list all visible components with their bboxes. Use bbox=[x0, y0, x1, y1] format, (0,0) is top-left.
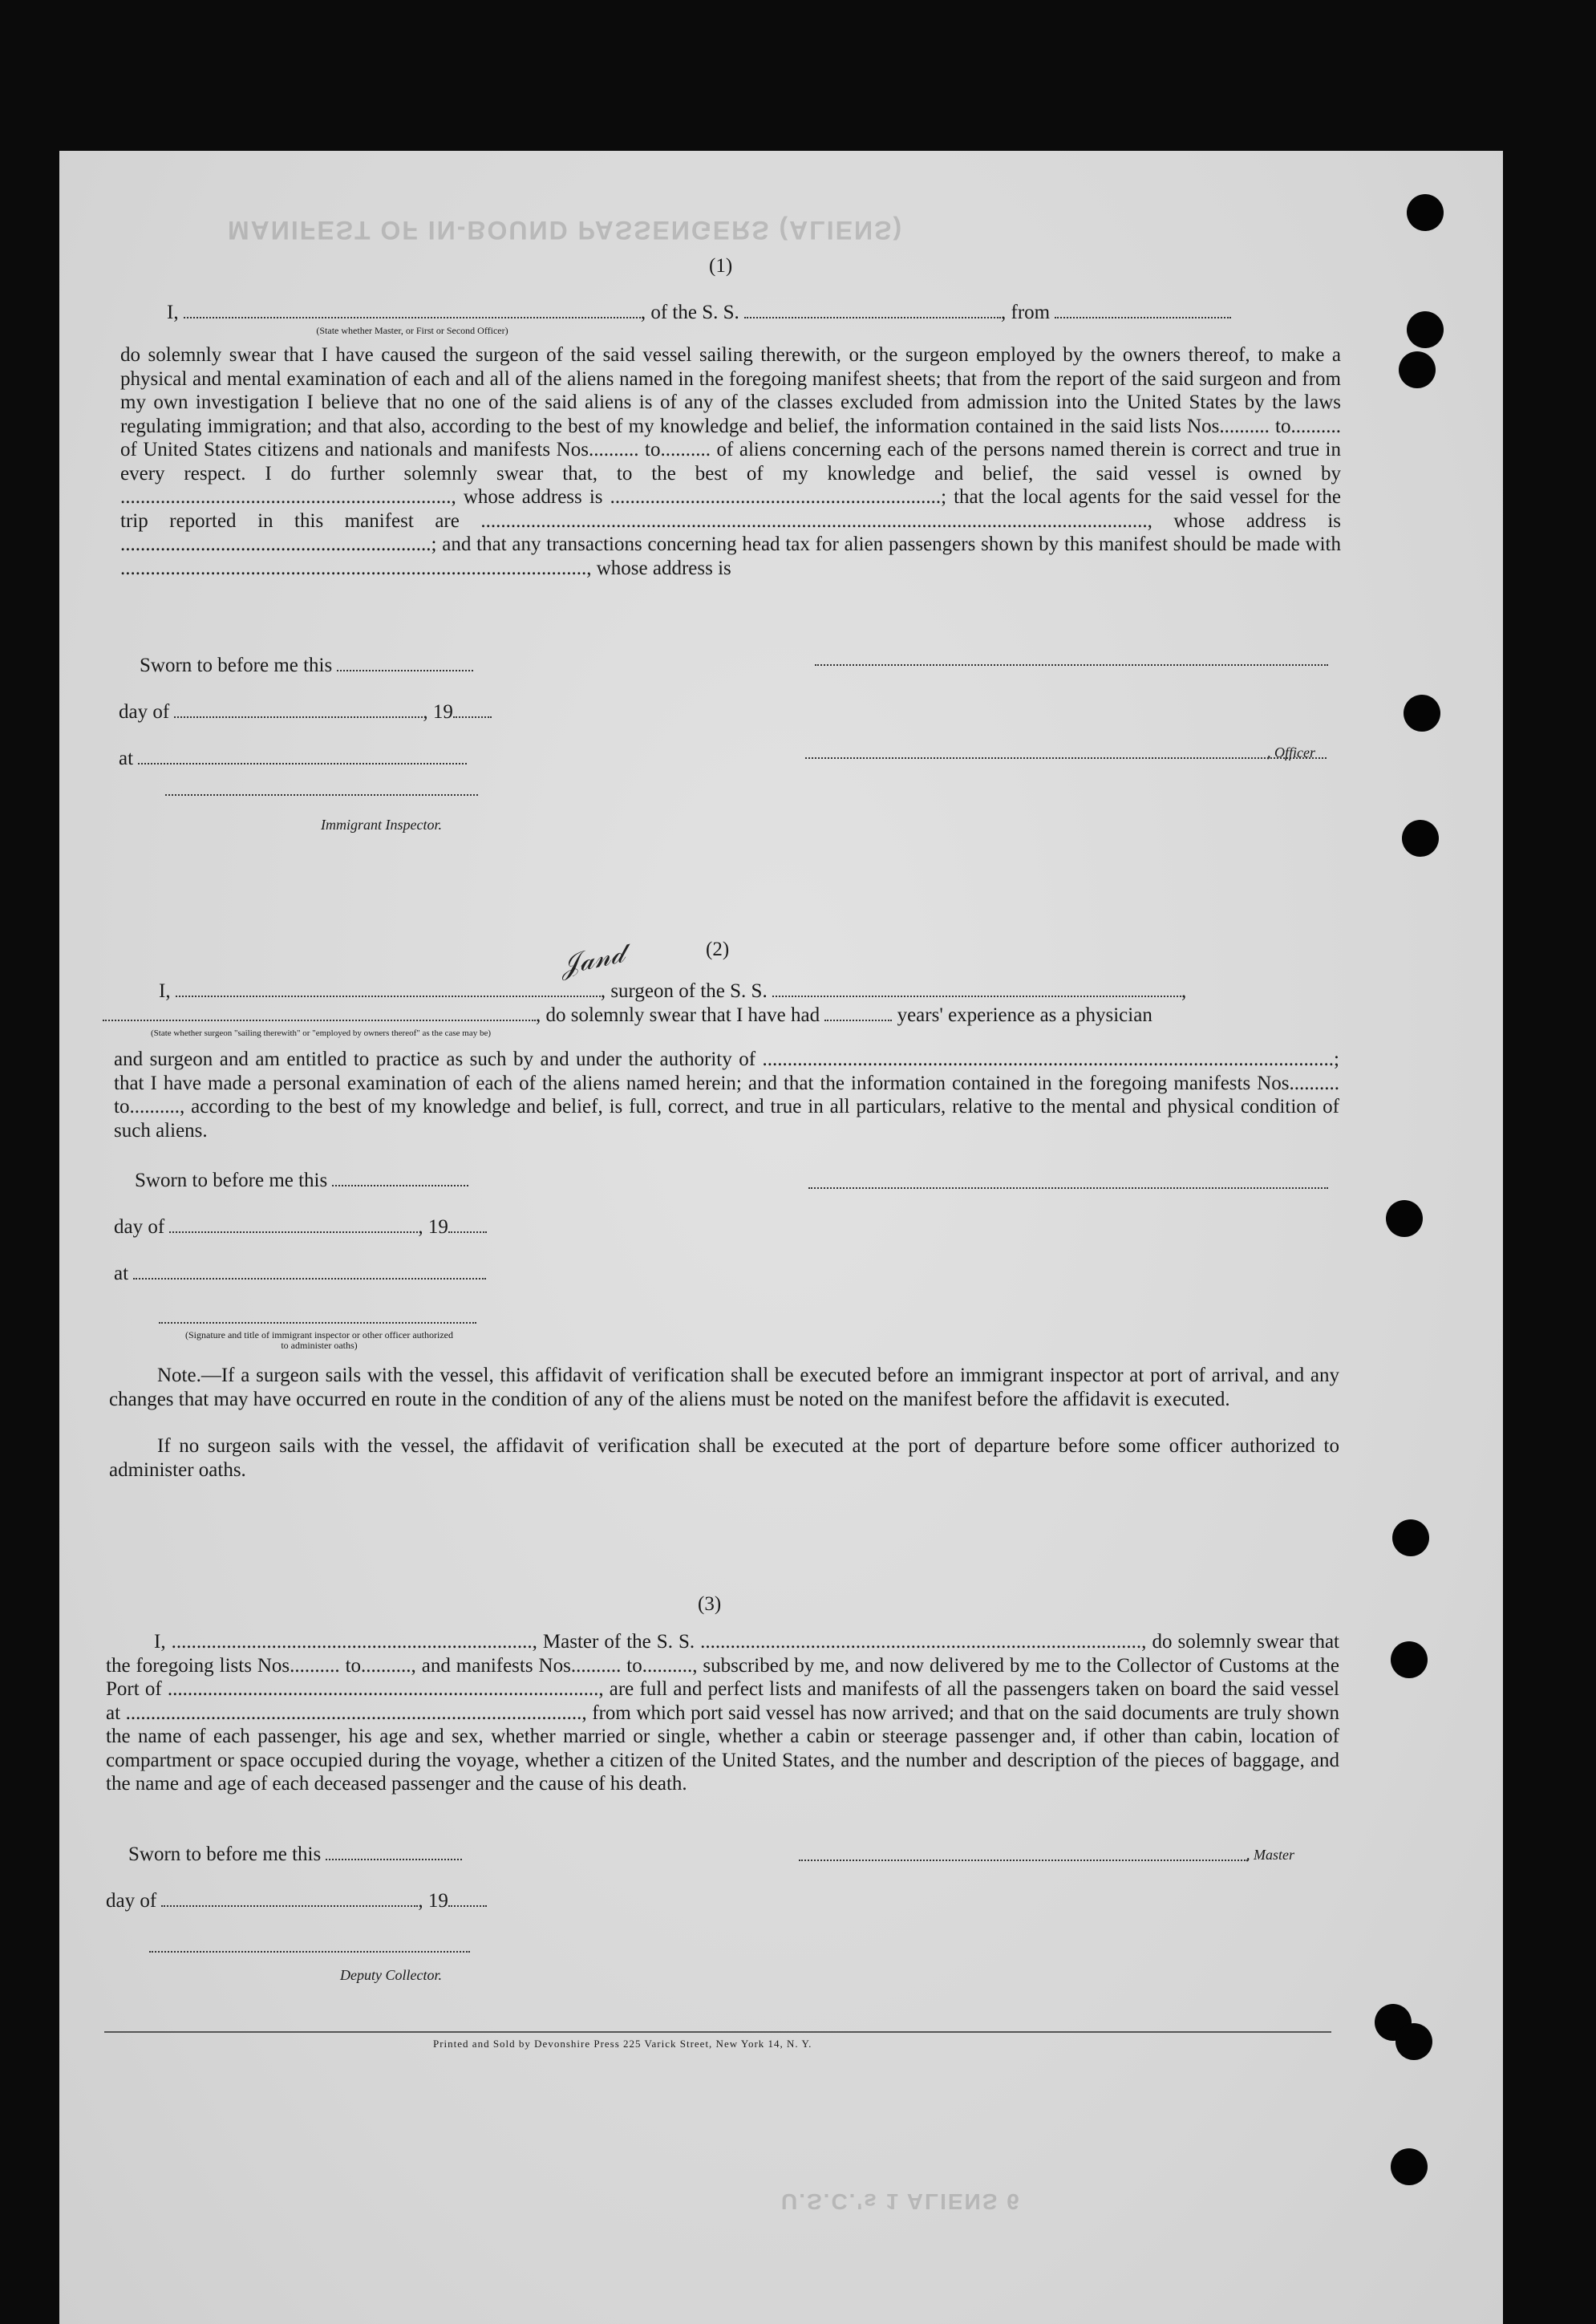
sworn-day-field-1[interactable] bbox=[337, 655, 473, 671]
punch-hole bbox=[1407, 311, 1444, 348]
officer-signature-line-2[interactable] bbox=[159, 1322, 476, 1324]
inspector-signature-line[interactable] bbox=[165, 794, 478, 796]
collector-caption: Deputy Collector. bbox=[340, 1967, 442, 1983]
at-field-2[interactable] bbox=[133, 1263, 486, 1280]
day-of-field-1[interactable] bbox=[174, 702, 423, 718]
manifest-page bbox=[59, 151, 1503, 2324]
officer-signature-line-top[interactable] bbox=[815, 664, 1328, 666]
section-3-number: (3) bbox=[698, 1593, 722, 1615]
officer-signature-line[interactable] bbox=[805, 757, 1327, 759]
collector-signature-line[interactable] bbox=[149, 1951, 470, 1953]
punch-hole bbox=[1399, 351, 1436, 388]
day-of-field-2[interactable] bbox=[169, 1217, 418, 1233]
year-field-1[interactable] bbox=[453, 702, 492, 718]
surgeon-caption: (State whether surgeon "sailing therewith" or "employed by owners thereof" as the case may be) bbox=[150, 1028, 491, 1038]
day-of-line-3: day of , 19 bbox=[106, 1890, 487, 1912]
punch-hole bbox=[1407, 194, 1444, 231]
day-of-line-1: day of , 19 bbox=[119, 701, 492, 724]
section-2-swear-line: , do solemnly swear that I have had years' experience as a physician bbox=[103, 1004, 1152, 1027]
years-experience-field[interactable] bbox=[824, 1005, 892, 1021]
section-1-number: (1) bbox=[709, 255, 733, 277]
punch-hole bbox=[1404, 695, 1440, 732]
printer-footer: Printed and Sold by Devonshire Press 225 Varick Street, New York 14, N. Y. bbox=[433, 2038, 812, 2050]
punch-hole bbox=[1392, 1519, 1429, 1556]
sworn-label-1: Sworn to before me this bbox=[140, 655, 473, 677]
footer-divider bbox=[104, 2031, 1331, 2033]
master-caption-3: , Master bbox=[1246, 1847, 1294, 1863]
bleed-through-header: MANIFEST OF IN-BOUND PASSENGERS (ALIENS) bbox=[228, 216, 904, 245]
bleed-through-bottom: U.S.C.'s 1 ALIENS 6 bbox=[781, 2189, 1021, 2214]
section-2-number: (2) bbox=[706, 939, 730, 960]
inspector-caption: Immigrant Inspector. bbox=[321, 817, 442, 833]
punch-hole bbox=[1391, 2148, 1428, 2185]
year-field-2[interactable] bbox=[448, 1217, 487, 1233]
surgeon-vessel-field[interactable] bbox=[772, 981, 1181, 997]
surgeon-capacity-field[interactable] bbox=[103, 1005, 536, 1021]
vessel-name-field[interactable] bbox=[744, 302, 1001, 318]
master-name-field[interactable] bbox=[184, 302, 641, 318]
officer-signature-caption: (Signature and title of immigrant inspector or other officer authorized to administer oaths) bbox=[184, 1329, 453, 1351]
from-port-field[interactable] bbox=[1055, 302, 1231, 318]
day-of-field-3[interactable] bbox=[161, 1891, 418, 1907]
sworn-day-field-2[interactable] bbox=[332, 1170, 468, 1186]
punch-hole bbox=[1402, 820, 1439, 857]
note-paragraph-2: If no surgeon sails with the vessel, the affidavit of verification shall be executed at the port of departure before some officer authorized to administer oaths. bbox=[109, 1435, 1339, 1481]
oath-i-label: I, bbox=[167, 302, 179, 323]
section-1-body: do solemnly swear that I have caused the surgeon of the said vessel sailing therewith, or the surgeon employed by the owners thereof, to make a physical and mental examination of each and all of the aliens named in the foregoing manifest sheets; that from the report of the said surgeon and from my own investigation I believe that no one of the said aliens is of any of the classes excluded from admission into the United States by the laws regulating immigration; and that also, according to the best of my knowledge and belief, the information contained in the said lists Nos.......... to.......... of United States citizens and nationals and manifests Nos.......... to.......... of aliens concerning each of the persons named therein is correct and true in every respect. I do further solemnly swear that, to the best of my knowledge and belief, the said vessel is owned by .................................................................., whose address is ..................................................................; that the local agents for the said vessel for the trip reported in this manifest are ....................................................................................................................................., whose address is ..............................................................; and that any transactions concerning head tax for alien passengers shown by this manifest should be made with ............................................................................................., whose address is bbox=[120, 344, 1341, 579]
of-ss-label: , of the S. S. bbox=[640, 302, 739, 323]
at-line-1: at bbox=[119, 748, 467, 770]
sworn-day-field-3[interactable] bbox=[326, 1844, 462, 1860]
from-label: , from bbox=[1001, 302, 1051, 323]
section-1-oath-line bbox=[167, 302, 1231, 324]
sworn-label-2: Sworn to before me this bbox=[135, 1170, 468, 1192]
note-paragraph-1: Note.—If a surgeon sails with the vessel, this affidavit of verification shall be executed before an immigrant inspector at port of arrival, and any changes that may have occurred en route in the condition of any of the aliens must be noted on the manifest before the affidavit is executed. bbox=[109, 1365, 1339, 1410]
section-3-body: I, ........................................................................, Master of the S. S. ........................................................................................, do solemnly swear that the foregoing lists Nos.......... to.........., and manifests Nos.......... to.........., subscribed by me, and now delivered by me to the Collector of Customs at the Port of ......................................................................................, are full and perfect lists and manifests of all the passengers taken on board the said vessel at ..........................................................................................., from which port said vessel has now arrived; and that on the said documents are truly shown the name of each passenger, his age and sex, whether married or single, whether a cabin or steerage passenger and, if other than cabin, location of compartment or space occupied during the voyage, whether a citizen of the United States, and the number and description of the pieces of baggage, and the name and age of each deceased passenger and the cause of his death. bbox=[106, 1631, 1339, 1795]
day-of-line-2: day of , 19 bbox=[114, 1216, 487, 1239]
section-2-body: and surgeon and am entitled to practice as such by and under the authority of ..................................................................................................................; that I have made a personal examination of each of the aliens named herein; and that the information contained in the foregoing manifests Nos.......... to.........., according to the best of my knowledge and belief, is full, correct, and true in all particulars, relative to the mental and physical condition of such aliens. bbox=[114, 1048, 1339, 1142]
punch-hole bbox=[1391, 1641, 1428, 1678]
year-field-3[interactable] bbox=[448, 1891, 487, 1907]
punch-hole bbox=[1395, 2023, 1432, 2060]
punch-hole bbox=[1386, 1200, 1423, 1237]
inspector-signature-line-2[interactable] bbox=[808, 1187, 1328, 1189]
surgeon-name-field[interactable] bbox=[176, 981, 601, 997]
at-line-2: at bbox=[114, 1263, 486, 1285]
officer-caption: , Officer bbox=[1267, 744, 1315, 760]
section-2-oath-line: I, , surgeon of the S. S. , bbox=[159, 980, 1187, 1002]
handwritten-mark: 𝒥𝒶𝓃𝒹 bbox=[557, 937, 627, 982]
at-field-1[interactable] bbox=[138, 748, 467, 765]
master-signature-line[interactable] bbox=[799, 1860, 1248, 1861]
master-caption: (State whether Master, or First or Second Officer) bbox=[316, 325, 508, 336]
sworn-label-3: Sworn to before me this bbox=[128, 1843, 462, 1866]
